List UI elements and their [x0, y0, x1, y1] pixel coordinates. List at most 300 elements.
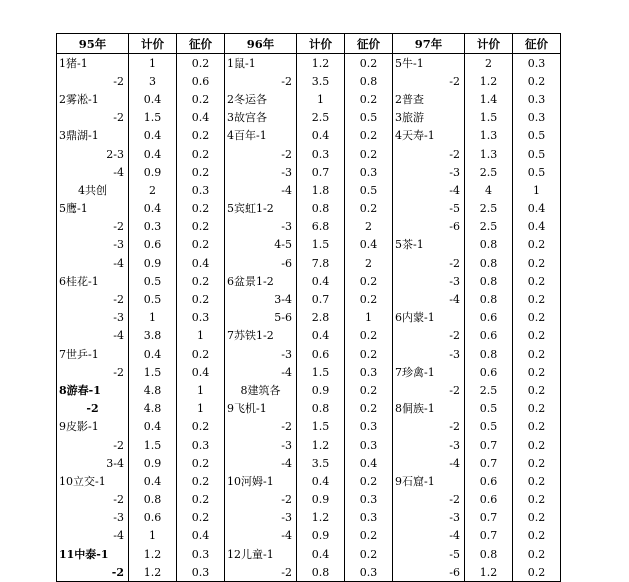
cell-levy-price-97: 0.2: [513, 527, 561, 545]
cell-levy-price-96: 0.2: [345, 145, 393, 163]
cell-name-96: -3: [225, 218, 297, 236]
cell-name-97: 4天寿-1: [393, 127, 465, 145]
cell-face-price-96: 6.8: [297, 218, 345, 236]
cell-levy-price-96: 0.2: [345, 345, 393, 363]
cell-levy-price-95: 0.2: [177, 472, 225, 490]
cell-name-96: 5宾虹1-2: [225, 200, 297, 218]
cell-levy-price-96: 0.2: [345, 54, 393, 73]
table-row: [57, 145, 561, 163]
cell-levy-price-96: 0.2: [345, 200, 393, 218]
cell-levy-price-95: 0.2: [177, 127, 225, 145]
cell-face-price-95: 0.3: [129, 218, 177, 236]
table-row: [57, 345, 561, 363]
cell-face-price-96: 0.4: [297, 545, 345, 563]
cell-face-price-97: 2.5: [465, 218, 513, 236]
cell-levy-price-95: 0.2: [177, 218, 225, 236]
cell-face-price-97: 0.7: [465, 509, 513, 527]
cell-face-price-96: 2.8: [297, 309, 345, 327]
cell-name-95: -2: [57, 491, 129, 509]
cell-face-price-97: 0.6: [465, 363, 513, 381]
cell-name-95: -2: [57, 436, 129, 454]
cell-face-price-97: 1.4: [465, 90, 513, 108]
header-face-price: 计价: [129, 34, 177, 54]
cell-face-price-97: 0.8: [465, 254, 513, 272]
cell-name-95: 2-3: [57, 145, 129, 163]
cell-levy-price-97: 0.2: [513, 236, 561, 254]
cell-name-95: 7世乒-1: [57, 345, 129, 363]
cell-face-price-97: 0.7: [465, 527, 513, 545]
cell-name-95: -4: [57, 527, 129, 545]
cell-levy-price-96: 0.8: [345, 72, 393, 90]
cell-name-97: -4: [393, 454, 465, 472]
cell-face-price-96: 1.5: [297, 418, 345, 436]
cell-levy-price-95: 0.2: [177, 200, 225, 218]
cell-face-price-95: 0.6: [129, 509, 177, 527]
header-row: [57, 34, 561, 54]
cell-levy-price-95: 0.2: [177, 491, 225, 509]
cell-levy-price-97: 0.5: [513, 127, 561, 145]
table-row: [57, 545, 561, 563]
cell-face-price-95: 1: [129, 527, 177, 545]
cell-levy-price-97: 0.3: [513, 54, 561, 73]
cell-levy-price-96: 0.3: [345, 363, 393, 381]
table-row: [57, 527, 561, 545]
cell-face-price-95: 0.4: [129, 472, 177, 490]
cell-face-price-97: 0.6: [465, 309, 513, 327]
cell-levy-price-95: 0.2: [177, 54, 225, 73]
cell-levy-price-97: 0.2: [513, 400, 561, 418]
cell-levy-price-95: 0.2: [177, 163, 225, 181]
cell-name-97: -3: [393, 272, 465, 290]
cell-name-97: -5: [393, 200, 465, 218]
table-row: [57, 54, 561, 73]
cell-face-price-97: 0.8: [465, 272, 513, 290]
cell-name-95: -4: [57, 327, 129, 345]
cell-face-price-96: 0.4: [297, 472, 345, 490]
cell-levy-price-97: 0.2: [513, 454, 561, 472]
cell-name-95: -4: [57, 163, 129, 181]
cell-face-price-96: 0.4: [297, 272, 345, 290]
cell-face-price-95: 1.2: [129, 545, 177, 563]
cell-face-price-95: 1: [129, 309, 177, 327]
cell-face-price-95: 0.4: [129, 90, 177, 108]
table-row: [57, 200, 561, 218]
cell-face-price-96: 0.9: [297, 491, 345, 509]
cell-levy-price-95: 0.3: [177, 563, 225, 582]
table-row: [57, 163, 561, 181]
cell-name-96: 2冬运各: [225, 90, 297, 108]
cell-name-96: -4: [225, 454, 297, 472]
table-row: [57, 327, 561, 345]
cell-levy-price-95: 0.4: [177, 363, 225, 381]
cell-levy-price-95: 0.3: [177, 309, 225, 327]
cell-levy-price-96: 0.4: [345, 236, 393, 254]
cell-levy-price-97: 0.2: [513, 345, 561, 363]
cell-face-price-97: 0.8: [465, 545, 513, 563]
cell-name-97: 9石窟-1: [393, 472, 465, 490]
cell-name-96: 7苏铁1-2: [225, 327, 297, 345]
table-row: [57, 436, 561, 454]
cell-name-96: 4百年-1: [225, 127, 297, 145]
cell-name-95: -4: [57, 254, 129, 272]
table-row: [57, 236, 561, 254]
cell-levy-price-95: 0.3: [177, 436, 225, 454]
cell-levy-price-97: 0.5: [513, 163, 561, 181]
cell-name-97: -2: [393, 491, 465, 509]
cell-levy-price-95: 1: [177, 381, 225, 399]
cell-levy-price-97: 0.2: [513, 381, 561, 399]
cell-name-96: 4-5: [225, 236, 297, 254]
table-row: [57, 127, 561, 145]
cell-name-97: -6: [393, 563, 465, 582]
table-row: [57, 309, 561, 327]
cell-face-price-96: 0.4: [297, 327, 345, 345]
cell-levy-price-96: 0.2: [345, 527, 393, 545]
cell-levy-price-97: 0.2: [513, 272, 561, 290]
cell-levy-price-97: 0.4: [513, 200, 561, 218]
cell-face-price-97: 1.3: [465, 145, 513, 163]
table-row: [57, 90, 561, 108]
cell-name-97: -2: [393, 327, 465, 345]
cell-levy-price-97: 0.2: [513, 436, 561, 454]
cell-name-96: -2: [225, 563, 297, 582]
cell-face-price-96: 0.7: [297, 290, 345, 308]
cell-face-price-95: 0.6: [129, 236, 177, 254]
cell-levy-price-95: 0.2: [177, 345, 225, 363]
cell-face-price-95: 1.5: [129, 109, 177, 127]
cell-levy-price-97: 0.3: [513, 109, 561, 127]
cell-face-price-96: 0.8: [297, 563, 345, 582]
cell-levy-price-95: 0.4: [177, 109, 225, 127]
cell-name-97: -2: [393, 418, 465, 436]
cell-face-price-95: 2: [129, 181, 177, 199]
cell-face-price-95: 1.5: [129, 436, 177, 454]
cell-levy-price-96: 0.2: [345, 545, 393, 563]
cell-levy-price-96: 0.2: [345, 327, 393, 345]
cell-levy-price-96: 0.3: [345, 418, 393, 436]
cell-name-97: 5茶-1: [393, 236, 465, 254]
cell-face-price-96: 1.2: [297, 509, 345, 527]
cell-face-price-95: 0.4: [129, 345, 177, 363]
cell-name-97: -6: [393, 218, 465, 236]
cell-face-price-97: 0.8: [465, 345, 513, 363]
table-row: [57, 218, 561, 236]
cell-face-price-96: 0.7: [297, 163, 345, 181]
cell-name-95: 2雾凇-1: [57, 90, 129, 108]
cell-face-price-97: 0.5: [465, 400, 513, 418]
table-row: [57, 272, 561, 290]
cell-levy-price-96: 0.3: [345, 436, 393, 454]
stamp-price-sheet: [56, 33, 560, 579]
cell-face-price-95: 0.4: [129, 127, 177, 145]
cell-face-price-97: 0.7: [465, 454, 513, 472]
cell-levy-price-96: 0.2: [345, 290, 393, 308]
cell-name-97: -2: [393, 145, 465, 163]
cell-levy-price-97: 0.5: [513, 145, 561, 163]
cell-face-price-95: 1.5: [129, 363, 177, 381]
cell-levy-price-95: 0.3: [177, 545, 225, 563]
cell-face-price-97: 0.8: [465, 236, 513, 254]
cell-face-price-97: 1.5: [465, 109, 513, 127]
cell-name-95: -2: [57, 563, 129, 582]
cell-levy-price-96: 2: [345, 254, 393, 272]
cell-name-95: -2: [57, 363, 129, 381]
cell-face-price-96: 1.2: [297, 436, 345, 454]
cell-name-96: -2: [225, 418, 297, 436]
table-row: [57, 400, 561, 418]
cell-face-price-95: 0.9: [129, 163, 177, 181]
cell-face-price-95: 0.4: [129, 145, 177, 163]
cell-levy-price-97: 0.4: [513, 218, 561, 236]
cell-name-95: 9皮影-1: [57, 418, 129, 436]
cell-levy-price-96: 0.3: [345, 163, 393, 181]
header-face-price: 计价: [465, 34, 513, 54]
cell-levy-price-97: 0.2: [513, 418, 561, 436]
table-row: [57, 109, 561, 127]
cell-face-price-95: 0.5: [129, 290, 177, 308]
cell-face-price-96: 1.2: [297, 54, 345, 73]
cell-face-price-97: 0.6: [465, 327, 513, 345]
cell-levy-price-95: 0.2: [177, 454, 225, 472]
cell-name-97: -4: [393, 290, 465, 308]
cell-name-95: 8游春-1: [57, 381, 129, 399]
cell-name-96: 1鼠-1: [225, 54, 297, 73]
cell-face-price-97: 0.7: [465, 436, 513, 454]
cell-face-price-96: 0.9: [297, 381, 345, 399]
cell-name-97: -4: [393, 181, 465, 199]
cell-face-price-96: 1.5: [297, 236, 345, 254]
cell-face-price-97: 1.2: [465, 72, 513, 90]
cell-face-price-95: 1: [129, 54, 177, 73]
cell-face-price-95: 3.8: [129, 327, 177, 345]
cell-face-price-97: 1.3: [465, 127, 513, 145]
header-levy-price: 征价: [177, 34, 225, 54]
cell-name-95: -2: [57, 218, 129, 236]
cell-face-price-97: 2.5: [465, 200, 513, 218]
cell-name-95: -3: [57, 509, 129, 527]
cell-name-96: 12儿童-1: [225, 545, 297, 563]
table-row: [57, 363, 561, 381]
cell-name-96: -3: [225, 436, 297, 454]
cell-name-97: 7珍禽-1: [393, 363, 465, 381]
cell-name-96: 9飞机-1: [225, 400, 297, 418]
cell-levy-price-97: 0.2: [513, 509, 561, 527]
cell-levy-price-97: 0.2: [513, 309, 561, 327]
cell-name-95: -3: [57, 236, 129, 254]
cell-name-96: 5-6: [225, 309, 297, 327]
cell-name-96: -4: [225, 363, 297, 381]
cell-name-96: -2: [225, 72, 297, 90]
cell-face-price-96: 0.4: [297, 127, 345, 145]
cell-levy-price-97: 0.2: [513, 545, 561, 563]
cell-name-96: 3故宫各: [225, 109, 297, 127]
cell-name-97: -2: [393, 72, 465, 90]
cell-levy-price-97: 0.2: [513, 327, 561, 345]
cell-levy-price-97: 0.2: [513, 563, 561, 582]
table-row: [57, 290, 561, 308]
stamp-price-table: [56, 33, 561, 582]
cell-levy-price-97: 0.2: [513, 491, 561, 509]
cell-levy-price-96: 0.2: [345, 472, 393, 490]
cell-name-97: -2: [393, 381, 465, 399]
cell-levy-price-97: 0.2: [513, 472, 561, 490]
header-year-97: 97年: [393, 34, 465, 54]
cell-levy-price-95: 0.6: [177, 72, 225, 90]
cell-name-97: 3旅游: [393, 109, 465, 127]
cell-face-price-96: 1.5: [297, 363, 345, 381]
cell-face-price-95: 4.8: [129, 400, 177, 418]
cell-levy-price-96: 0.2: [345, 400, 393, 418]
cell-name-96: -3: [225, 163, 297, 181]
cell-name-97: -2: [393, 254, 465, 272]
header-levy-price: 征价: [513, 34, 561, 54]
header-levy-price: 征价: [345, 34, 393, 54]
header-year-95: 95年: [57, 34, 129, 54]
cell-name-95: 3鼎湖-1: [57, 127, 129, 145]
cell-face-price-95: 4.8: [129, 381, 177, 399]
cell-levy-price-96: 0.2: [345, 381, 393, 399]
cell-name-96: -2: [225, 491, 297, 509]
cell-levy-price-95: 0.2: [177, 509, 225, 527]
cell-levy-price-95: 1: [177, 327, 225, 345]
cell-levy-price-96: 0.5: [345, 109, 393, 127]
cell-face-price-97: 1.2: [465, 563, 513, 582]
table-row: [57, 254, 561, 272]
cell-name-96: 3-4: [225, 290, 297, 308]
cell-name-96: -2: [225, 145, 297, 163]
cell-levy-price-95: 0.4: [177, 527, 225, 545]
cell-name-97: 2普查: [393, 90, 465, 108]
cell-name-95: 1猪-1: [57, 54, 129, 73]
table-row: [57, 491, 561, 509]
cell-face-price-97: 0.8: [465, 290, 513, 308]
cell-levy-price-95: 0.2: [177, 90, 225, 108]
cell-face-price-97: 0.6: [465, 491, 513, 509]
cell-levy-price-95: 0.3: [177, 181, 225, 199]
cell-face-price-97: 2: [465, 54, 513, 73]
cell-name-95: -3: [57, 309, 129, 327]
cell-levy-price-95: 0.2: [177, 145, 225, 163]
cell-face-price-95: 0.4: [129, 200, 177, 218]
cell-name-96: 6盆景1-2: [225, 272, 297, 290]
cell-name-97: -4: [393, 527, 465, 545]
cell-face-price-95: 0.9: [129, 454, 177, 472]
cell-levy-price-96: 0.3: [345, 509, 393, 527]
table-row: [57, 563, 561, 582]
cell-levy-price-95: 0.2: [177, 418, 225, 436]
cell-face-price-96: 0.8: [297, 400, 345, 418]
cell-name-97: 5牛-1: [393, 54, 465, 73]
cell-face-price-96: 3.5: [297, 72, 345, 90]
cell-face-price-96: 0.6: [297, 345, 345, 363]
cell-name-95: 4共创: [57, 181, 129, 199]
cell-levy-price-97: 0.2: [513, 363, 561, 381]
cell-levy-price-96: 0.5: [345, 181, 393, 199]
cell-levy-price-95: 0.4: [177, 254, 225, 272]
cell-face-price-96: 2.5: [297, 109, 345, 127]
cell-face-price-95: 0.5: [129, 272, 177, 290]
table-row: [57, 454, 561, 472]
cell-name-95: 10立交-1: [57, 472, 129, 490]
table-row: [57, 472, 561, 490]
cell-name-96: -4: [225, 527, 297, 545]
cell-name-95: -2: [57, 400, 129, 418]
cell-name-96: -3: [225, 345, 297, 363]
table-row: [57, 181, 561, 199]
cell-face-price-97: 2.5: [465, 381, 513, 399]
cell-face-price-95: 0.9: [129, 254, 177, 272]
cell-name-97: -3: [393, 345, 465, 363]
cell-face-price-96: 1.8: [297, 181, 345, 199]
header-face-price: 计价: [297, 34, 345, 54]
cell-name-95: -2: [57, 72, 129, 90]
cell-levy-price-95: 0.2: [177, 272, 225, 290]
table-row: [57, 72, 561, 90]
cell-levy-price-96: 0.3: [345, 563, 393, 582]
cell-name-97: -3: [393, 163, 465, 181]
cell-name-97: 6内蒙-1: [393, 309, 465, 327]
cell-name-96: -3: [225, 509, 297, 527]
cell-levy-price-96: 0.4: [345, 454, 393, 472]
cell-face-price-95: 1.2: [129, 563, 177, 582]
cell-face-price-95: 0.8: [129, 491, 177, 509]
cell-face-price-96: 0.8: [297, 200, 345, 218]
cell-face-price-95: 3: [129, 72, 177, 90]
cell-levy-price-95: 1: [177, 400, 225, 418]
cell-face-price-97: 2.5: [465, 163, 513, 181]
cell-levy-price-97: 0.2: [513, 254, 561, 272]
cell-levy-price-97: 0.3: [513, 90, 561, 108]
cell-face-price-96: 3.5: [297, 454, 345, 472]
cell-name-95: -2: [57, 290, 129, 308]
cell-name-96: -6: [225, 254, 297, 272]
cell-name-97: -3: [393, 509, 465, 527]
cell-levy-price-97: 0.2: [513, 290, 561, 308]
cell-face-price-96: 0.3: [297, 145, 345, 163]
cell-levy-price-97: 1: [513, 181, 561, 199]
cell-face-price-97: 0.6: [465, 472, 513, 490]
cell-levy-price-96: 0.2: [345, 90, 393, 108]
cell-face-price-97: 4: [465, 181, 513, 199]
cell-levy-price-96: 2: [345, 218, 393, 236]
cell-face-price-96: 0.9: [297, 527, 345, 545]
cell-name-97: -3: [393, 436, 465, 454]
cell-levy-price-97: 0.2: [513, 72, 561, 90]
cell-name-97: 8侗族-1: [393, 400, 465, 418]
table-row: [57, 418, 561, 436]
cell-face-price-95: 0.4: [129, 418, 177, 436]
cell-name-95: 3-4: [57, 454, 129, 472]
cell-name-95: 5鹰-1: [57, 200, 129, 218]
cell-name-97: -5: [393, 545, 465, 563]
cell-name-95: -2: [57, 109, 129, 127]
cell-levy-price-95: 0.2: [177, 236, 225, 254]
cell-name-95: 11中泰-1: [57, 545, 129, 563]
cell-levy-price-96: 0.3: [345, 491, 393, 509]
cell-face-price-96: 1: [297, 90, 345, 108]
cell-levy-price-96: 0.2: [345, 272, 393, 290]
cell-levy-price-96: 1: [345, 309, 393, 327]
cell-name-96: 10河姆-1: [225, 472, 297, 490]
cell-levy-price-95: 0.2: [177, 290, 225, 308]
cell-name-96: -4: [225, 181, 297, 199]
table-row: [57, 509, 561, 527]
cell-name-95: 6桂花-1: [57, 272, 129, 290]
cell-levy-price-96: 0.2: [345, 127, 393, 145]
cell-name-96: 8建筑各: [225, 381, 297, 399]
table-row: [57, 381, 561, 399]
header-year-96: 96年: [225, 34, 297, 54]
